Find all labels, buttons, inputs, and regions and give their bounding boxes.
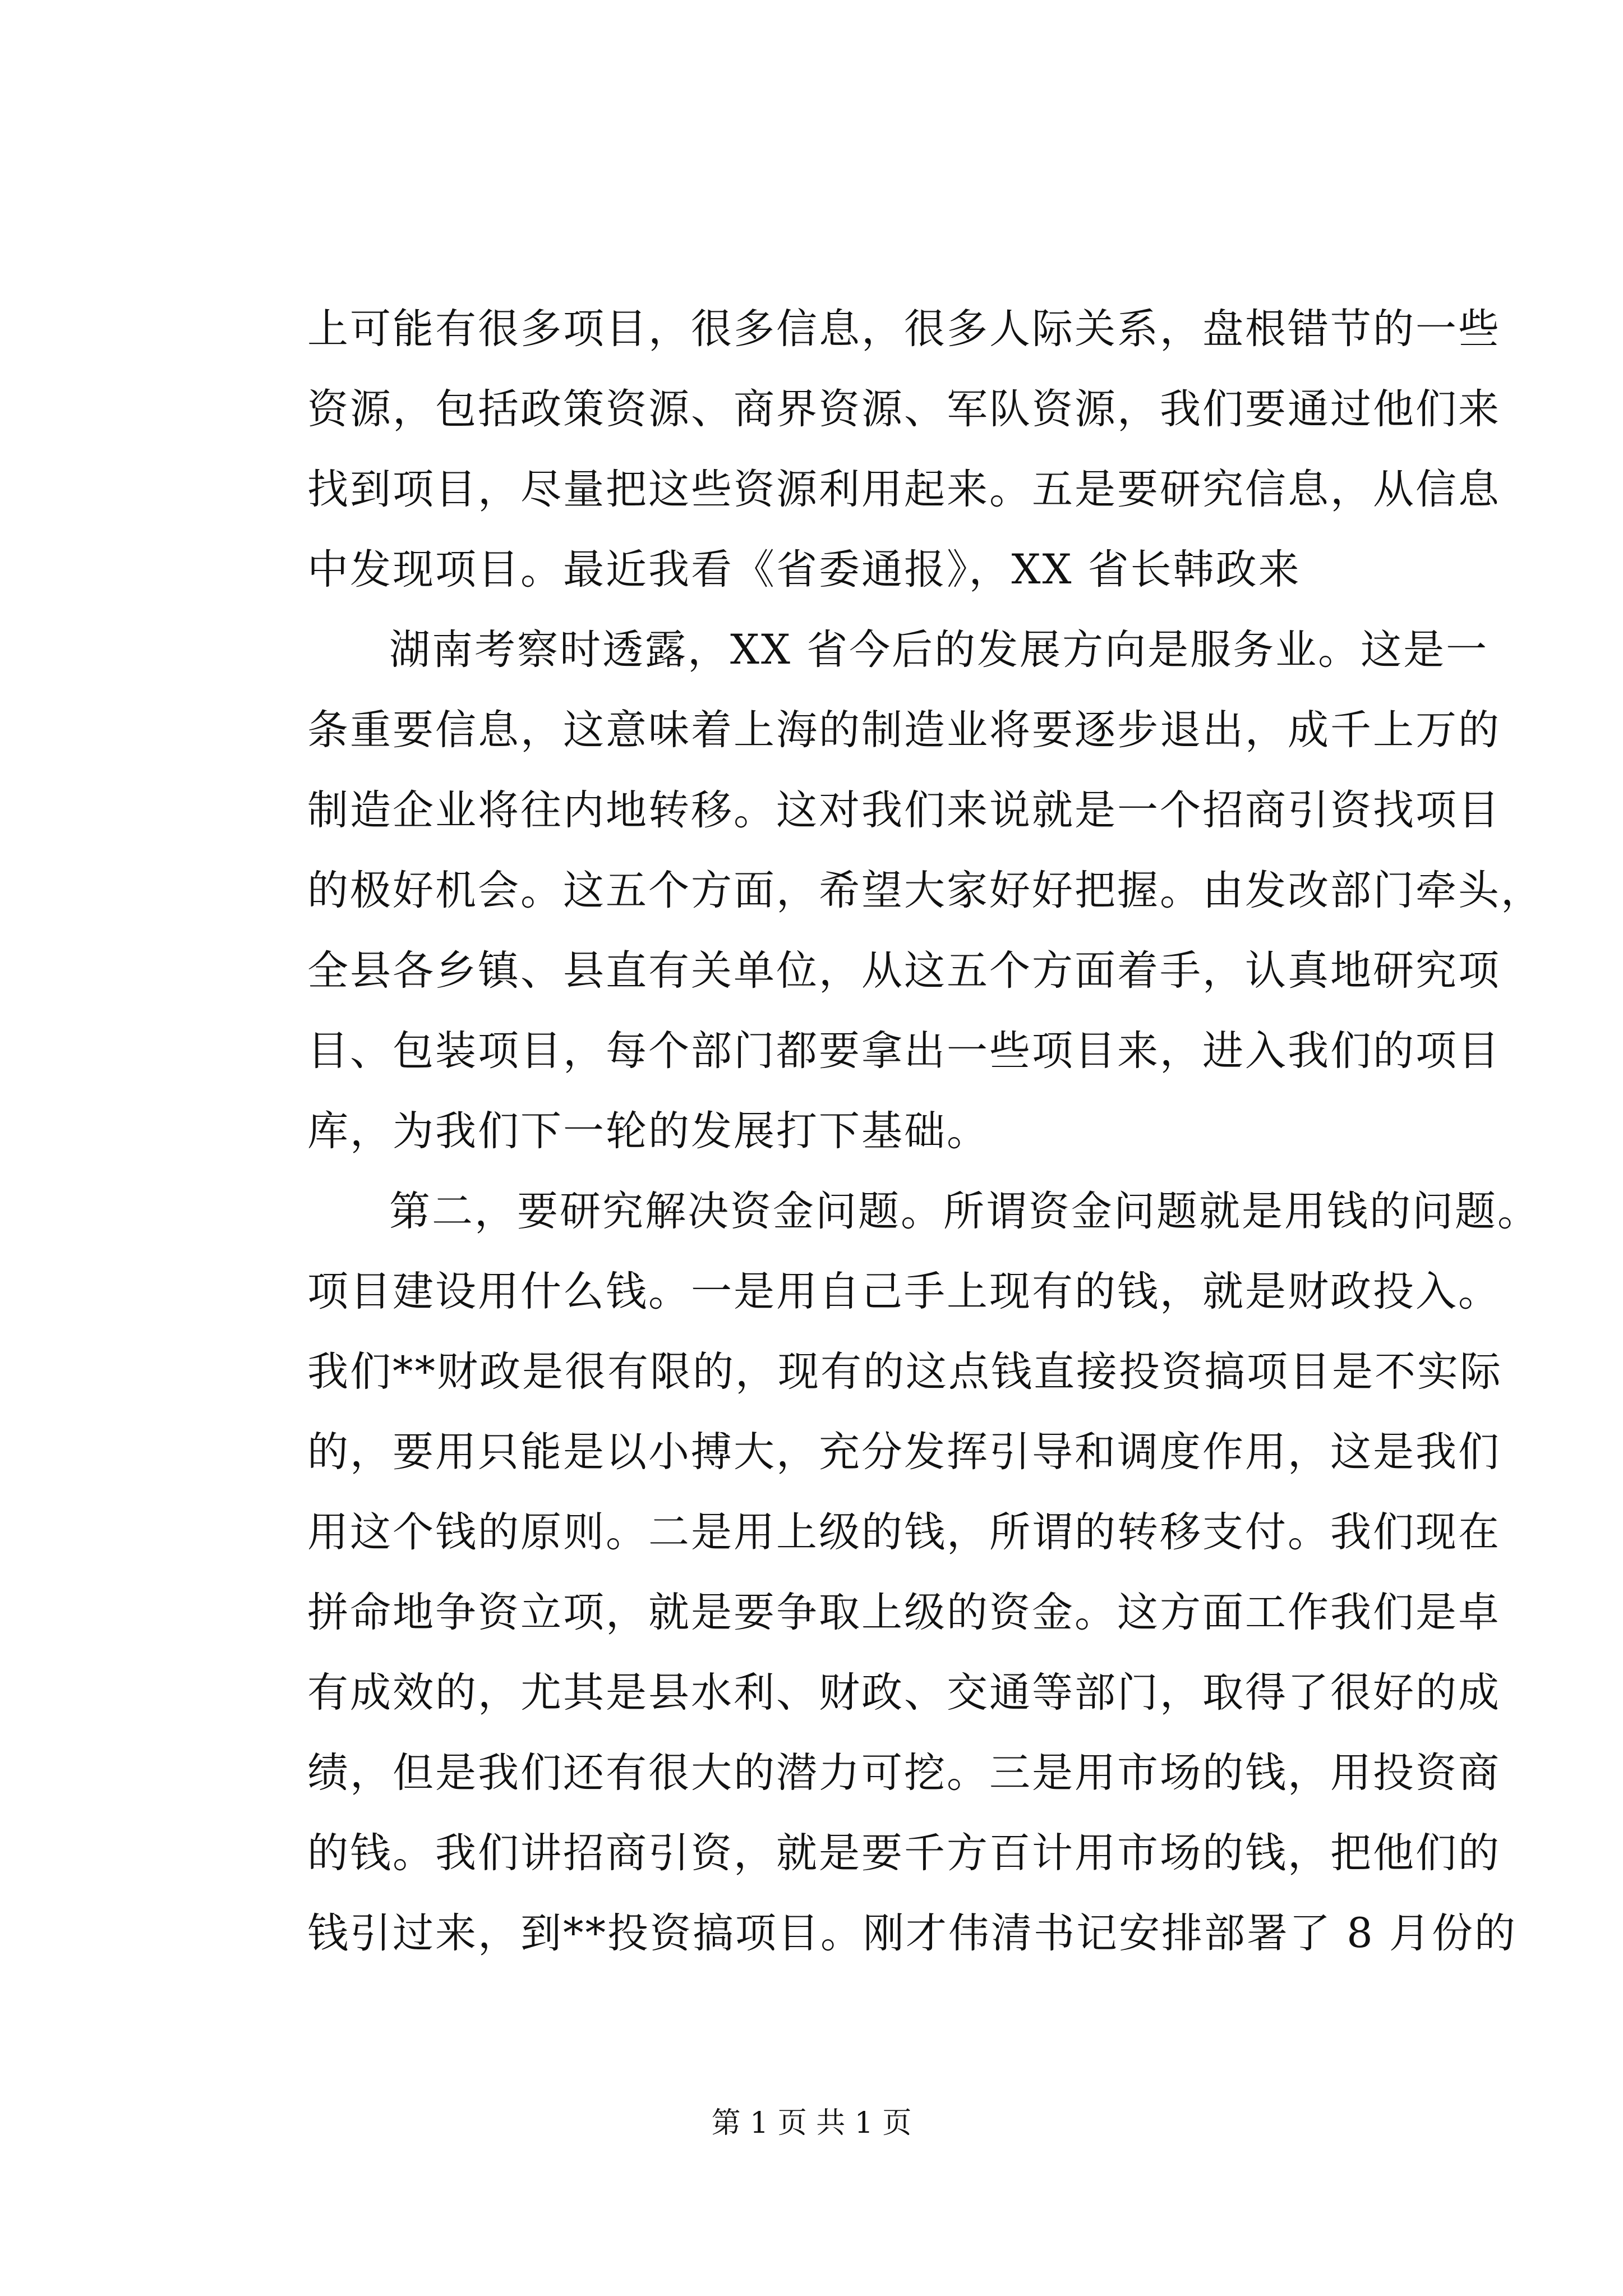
text-line: 湖南考察时透露，XX 省今后的发展方向是服务业。这是一 xyxy=(389,626,1489,674)
text-line: 资源，包括政策资源、商界资源、军队资源，我们要通过他们来 xyxy=(307,385,1501,433)
text-line: 的，要用只能是以小搏大，充分发挥引导和调度作用，这是我们 xyxy=(307,1428,1501,1476)
text-line: 库，为我们下一轮的发展打下基础。 xyxy=(307,1107,989,1155)
text-line: 有成效的，尤其是县水利、财政、交通等部门，取得了很好的成 xyxy=(307,1669,1501,1717)
text-line: 中发现项目。最近我看《省委通报》，XX 省长韩政来 xyxy=(307,546,1301,593)
text-line: 绩，但是我们还有很大的潜力可挖。三是用市场的钱，用投资商 xyxy=(307,1749,1501,1797)
text-line: 制造企业将往内地转移。这对我们来说就是一个招商引资找项目 xyxy=(307,786,1501,834)
text-line: 的钱。我们讲招商引资，就是要千方百计用市场的钱，把他们的 xyxy=(307,1829,1501,1877)
page-number-footer: 第 1 页 共 1 页 xyxy=(711,2106,912,2140)
text-line: 项目建设用什么钱。一是用自己手上现有的钱，就是财政投入。 xyxy=(307,1268,1501,1315)
text-line: 我们**财政是很有限的，现有的这点钱直接投资搞项目是不实际 xyxy=(307,1348,1502,1396)
body-text xyxy=(307,289,1543,1973)
text-line: 用这个钱的原则。二是用上级的钱，所谓的转移支付。我们现在 xyxy=(307,1508,1501,1556)
text-line: 条重要信息，这意味着上海的制造业将要逐步退出，成千上万的 xyxy=(307,706,1501,754)
text-line: 上可能有很多项目，很多信息，很多人际关系，盘根错节的一些 xyxy=(307,305,1501,353)
text-line: 全县各乡镇、县直有关单位，从这五个方面着手，认真地研究项 xyxy=(307,947,1501,995)
text-line: 的极好机会。这五个方面，希望大家好好把握。由发改部门牵头， xyxy=(307,867,1543,914)
text-line: 钱引过来，到**投资搞项目。刚才伟清书记安排部署了 8 月份的 xyxy=(307,1910,1517,1957)
text-line: 第二，要研究解决资金问题。所谓资金问题就是用钱的问题。 xyxy=(389,1188,1540,1235)
text-line: 找到项目，尽量把这些资源利用起来。五是要研究信息，从信息 xyxy=(307,466,1501,513)
text-line: 拼命地争资立项，就是要争取上级的资金。这方面工作我们是卓 xyxy=(307,1589,1501,1636)
text-line: 目、包装项目，每个部门都要拿出一些项目来，进入我们的项目 xyxy=(307,1027,1501,1075)
